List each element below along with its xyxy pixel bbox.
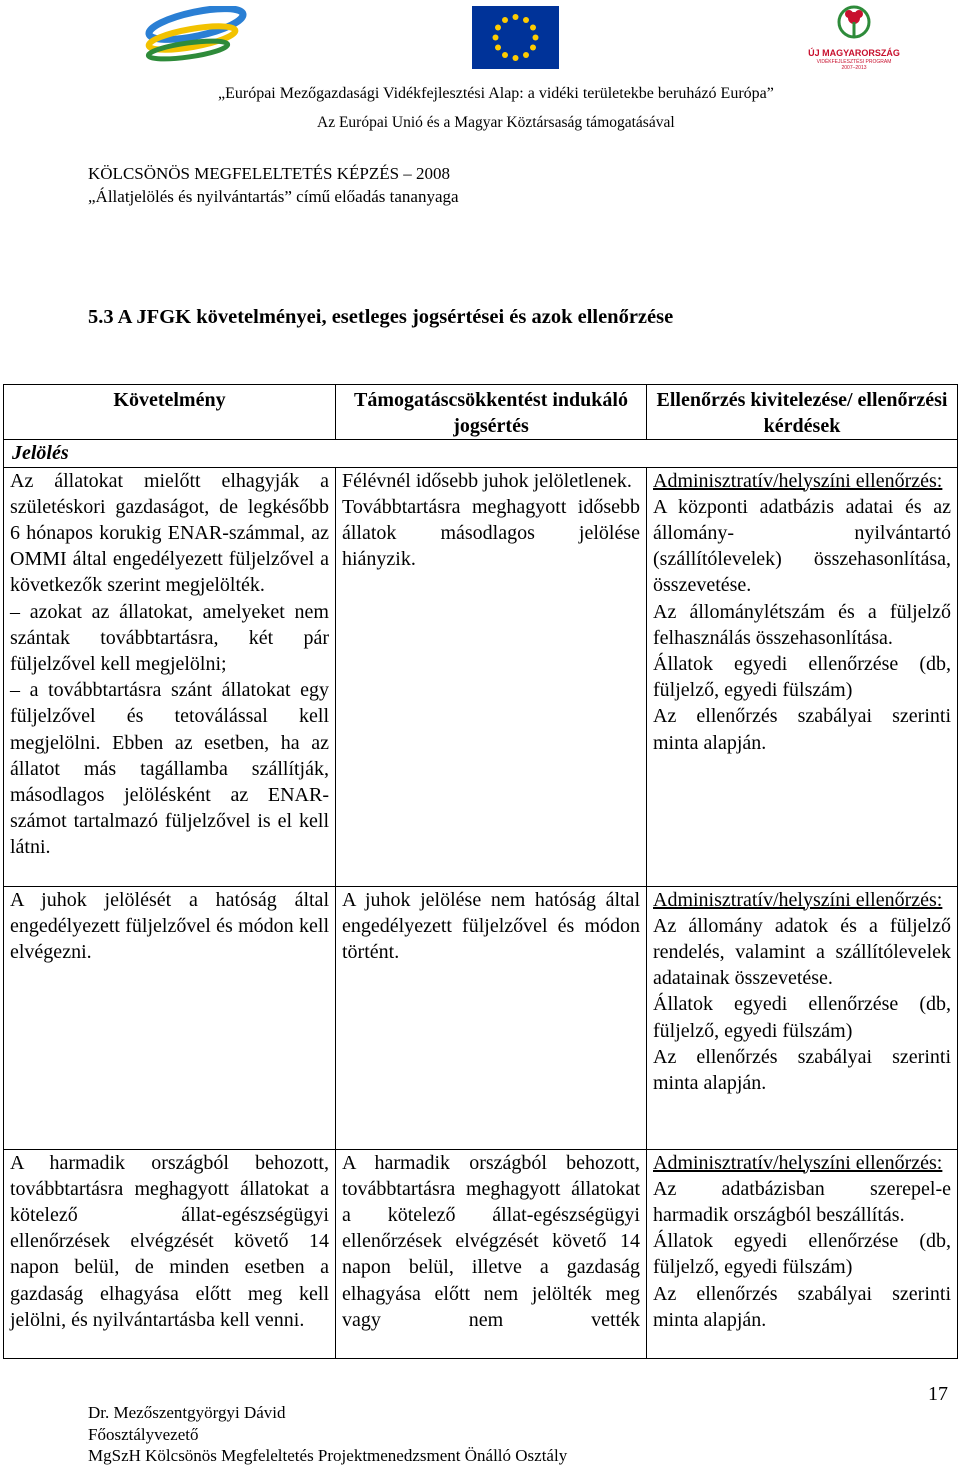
table-header-row: [4, 385, 958, 440]
program-logo: [138, 6, 248, 68]
swoosh-logo-icon: [138, 6, 248, 68]
check-cell: [647, 886, 958, 1149]
check-text: Az ellenőrzés szabályai szerinti minta alapján.: [653, 705, 951, 754]
check-text: Az állománylétszám és a füljelző felhasználás összehasonlítása.: [653, 600, 951, 649]
section-title: 5.3 A JFGK követelményei, esetleges jogsértései és azok ellenőrzése: [88, 306, 674, 328]
logo-title: ÚJ MAGYARORSZÁG: [808, 48, 900, 58]
requirement-text: A harmadik országból behozott, továbbtartásra meghagyott állatokat a kötelező állat-egészségügyi ellenőrzések elvégzését követő 14 napon belül, de minden esetben a gazdaság elhagyása előtt meg kell jelölni, és nyilvántartásba kell venni.: [10, 1151, 329, 1331]
violation-cell: [336, 467, 647, 886]
table-subheading-row: [4, 440, 958, 467]
check-text: Az állomány adatok és a füljelző rendelés, valamint a szállítólevelek adatainak összevetése.: [653, 914, 951, 990]
requirement-text: – azokat az állatokat, amelyeket nem szántak továbbtartásra, két pár füljelzővel kell megjelölni;: [10, 600, 329, 676]
header-program-name: „Európai Mezőgazdasági Vidékfejlesztési Alap: a vidéki területekbe beruházó Európa”: [218, 85, 774, 102]
violation-text: A harmadik országból behozott, továbbtartásra meghagyott állatokat a kötelező állat-egészségügyi ellenőrzések elvégzését követő 14 napon belül, illetve a gazdaság elhagyása előtt nem jelölték meg vagy nem vették: [342, 1151, 640, 1331]
table-row: [4, 1149, 958, 1358]
requirement-cell: [4, 1149, 336, 1358]
check-text: Állatok egyedi ellenőrzése (db, füljelző, egyedi fülszám): [653, 1230, 951, 1279]
requirement-cell: [4, 467, 336, 886]
uj-magyarorszag-logo: [805, 4, 903, 72]
header-support-line: Az Európai Unió és a Magyar Köztársaság támogatásával: [317, 114, 675, 131]
check-text: Az adatbázisban szerepel-e harmadik országból beszállítás.: [653, 1177, 951, 1227]
check-text: Az ellenőrzés szabályai szerinti minta alapján.: [653, 1282, 951, 1331]
col-header-requirement: Követelmény: [4, 385, 336, 440]
flower-logo-icon: [805, 4, 903, 46]
logo-subtitle: VIDÉKFEJLESZTÉSI PROGRAM: [816, 59, 892, 65]
page-number: 17: [928, 1383, 948, 1405]
requirements-table: [3, 384, 958, 1359]
col-header-check: Ellenőrzés kivitelezése/ ellenőrzési kérdések: [647, 385, 958, 440]
check-title: Adminisztratív/helyszíni ellenőrzés:: [653, 1151, 943, 1174]
subheading-marking: Jelölés: [4, 440, 958, 467]
table-row: [4, 886, 958, 1149]
requirement-cell: [4, 886, 336, 1149]
header-training-title: KÖLCSÖNÖS MEGFELELTETÉS KÉPZÉS – 2008: [88, 164, 451, 183]
check-title: Adminisztratív/helyszíni ellenőrzés:: [653, 888, 943, 911]
violation-text: Továbbtartásra meghagyott idősebb állatok másodlagos jelölése hiányzik.: [342, 495, 640, 571]
table-row: [4, 467, 958, 886]
eu-flag-logo: [472, 6, 559, 69]
footer-author: Dr. Mezőszentgyörgyi Dávid: [88, 1403, 286, 1422]
check-cell: [647, 1149, 958, 1358]
check-cell: [647, 467, 958, 886]
requirement-text: – a továbbtartásra szánt állatokat egy füljelzővel és tetoválással kell megjelölni. Ebben az esetben, ha az állatot más tagállamba szállítják, másodlagos jelölésként az ENAR-számot tartalmazó füljelzővel is el kell látni.: [10, 679, 329, 859]
check-text: A központi adatbázis adatai és az állomány- nyilvántartó (szállítólevelek) összehasonlítása, összevetése.: [653, 495, 951, 597]
eu-stars-icon: [472, 6, 559, 69]
violation-cell: [336, 1149, 647, 1358]
check-text: Állatok egyedi ellenőrzése (db, füljelző, egyedi fülszám): [653, 653, 951, 702]
violation-text: A juhok jelölése nem hatóság által engedélyezett füljelzővel és módon történt.: [342, 888, 640, 964]
violation-cell: [336, 886, 647, 1149]
col-header-violation: Támogatáscsökkentést indukáló jogsértés: [336, 385, 647, 440]
check-title: Adminisztratív/helyszíni ellenőrzés:: [653, 469, 943, 492]
check-text: Az ellenőrzés szabályai szerinti minta alapján.: [653, 1045, 951, 1095]
logo-years: 2007–2013: [841, 65, 867, 71]
header-lecture-title: „Állatjelölés és nyilvántartás” című előadás tananyaga: [88, 187, 459, 206]
violation-text: Félévnél idősebb juhok jelöletlenek.: [342, 469, 632, 492]
footer-position: Főosztályvezető: [88, 1425, 199, 1444]
footer-department: MgSzH Kölcsönös Megfeleltetés Projektmenedzsment Önálló Osztály: [88, 1446, 568, 1465]
requirement-text: A juhok jelölését a hatóság által engedélyezett füljelzővel és módon kell elvégezni.: [10, 888, 329, 964]
requirement-text: Az állatokat mielőtt elhagyják a születéskori gazdaságot, de legkésőbb 6 hónapos korukig ENAR-számmal, az OMMI által engedélyezett füljelzővel a következők szerint megjelölték.: [10, 469, 329, 597]
check-text: Állatok egyedi ellenőrzése (db, füljelző, egyedi fülszám): [653, 993, 951, 1042]
